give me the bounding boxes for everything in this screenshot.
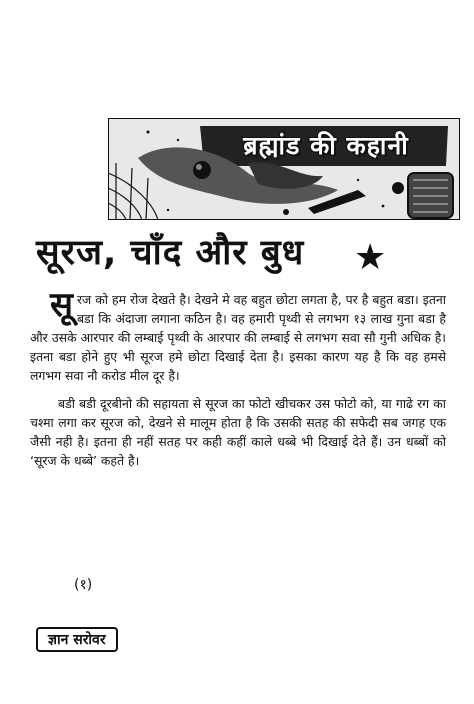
drop-cap: सू [50,285,73,325]
body-text [30,285,446,479]
star-icon: ★ [354,237,387,278]
chapter-title: सूरज, चाँद और बुध [36,233,305,273]
banner-title: ब्रह्मांड की कहानी [243,131,409,160]
paragraph-2: बडी बडी दूरबीनो की सहायता से सूरज का फोटो खीचकर उस फोटो को, या गाढे रग का चश्मा लगा कर सूरज को, देखने से मालूम होता है कि उसकी सतह की सफेदी सब जगह एक जैसी नही है। इतना ही नहीं सतह पर कही कहीं काले धब्बे भी दिखाई देते हैं। उन धब्बों को ‘सूरज के धब्बे’ कहते है। [30,396,446,468]
publisher-logo: ज्ञान सरोवर [36,627,118,652]
paragraph-1 [30,285,446,385]
paragraph-1-text: रज को हम रोज देखते है। देखने मे वह बहुत छोटा लगता है, पर है बहुत बडा। इतना बडा कि अंदाजा लगाना कठिन है। वह हमारी पृथ्वी से लगभग १३ लाख गुना बडा है और उसके आरपार की लम्बाई पृथ्वी के आरपार की लम्बाई से लगभग सवा सौ गुनी अधिक है। इतना बडा होने हुए भी सूरज हमे छोटा दिखाई देता है। इसका कारण यह है कि वह हमसे लगभग सवा नौ करोड मील दूर है। [30,292,446,383]
page-number: (१) [74,577,93,593]
banner-illustration [108,118,460,220]
